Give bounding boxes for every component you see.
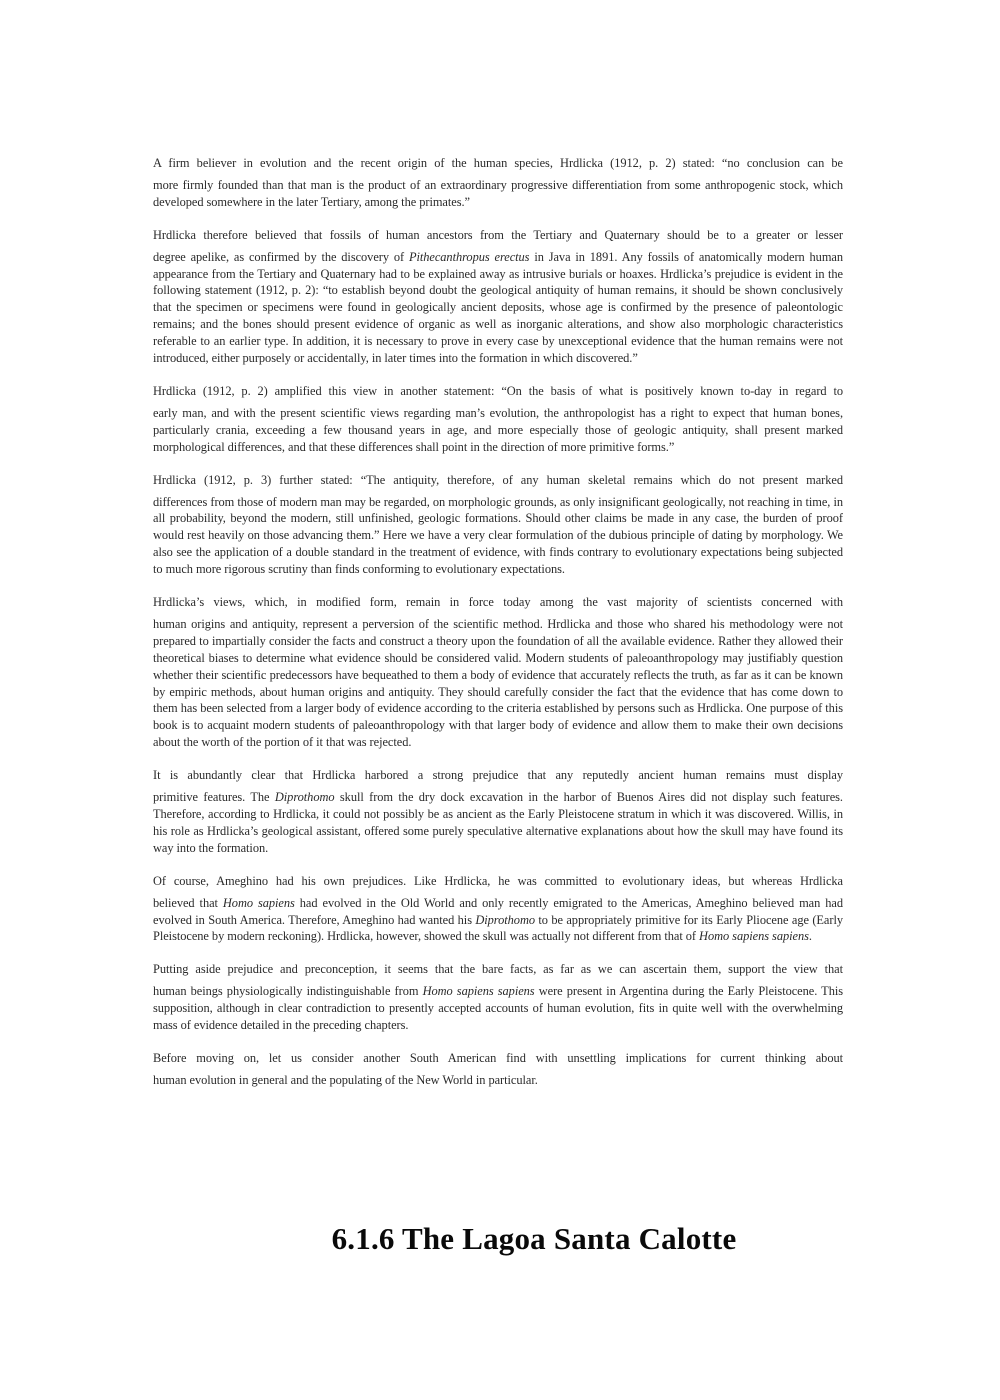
species-name-italic: Pithecanthropus erectus bbox=[408, 249, 530, 264]
paragraph-first-line: Hrdlicka (1912, p. 2) amplified this view in another statement: “On the basis of what is positively known to-day in regard to bbox=[153, 383, 843, 398]
paragraph-text: human evolution in general and the populating of the New World in particular. bbox=[153, 1072, 538, 1087]
paragraph-first-line: Hrdlicka (1912, p. 3) further stated: “The antiquity, therefore, of any human skeletal remains which do not present marked bbox=[153, 472, 843, 487]
paragraph-text: degree apelike, as confirmed by the discovery of bbox=[153, 249, 409, 264]
paragraph-diprothomo-skull bbox=[153, 767, 843, 857]
species-name-italic: Homo sapiens sapiens bbox=[699, 929, 809, 944]
paragraph-first-line: A firm believer in evolution and the recent origin of the human species, Hrdlicka (1912, p. 2) stated: “no conclusion can be bbox=[153, 156, 843, 170]
section-heading: 6.1.6 The Lagoa Santa Calotte bbox=[331, 1220, 737, 1256]
paragraph-ameghino-prejudices bbox=[153, 873, 843, 946]
paragraph-text: primitive features. The bbox=[153, 790, 275, 805]
paragraph-text: were present in Argentina during the Early Pleistocene. This supposition, although in clear contradiction to presently accepted accounts of human evolution, fits in quite well with the overwhelming mass of evidence detailed in the preceding chapters. bbox=[153, 984, 844, 1033]
paragraph-first-line: Hrdlicka therefore believed that fossils of human ancestors from the Tertiary and Quaternary should be to a greater or lesser bbox=[153, 227, 843, 242]
paragraph-first-line: It is abundantly clear that Hrdlicka harbored a strong prejudice that any reputedly ancient human remains must display bbox=[153, 768, 843, 783]
paragraph-amplified-view bbox=[153, 383, 843, 456]
paragraph-first-line: Before moving on, let us consider another South American find with unsettling implications for current thinking about bbox=[153, 1050, 843, 1065]
species-name-italic: Homo sapiens bbox=[222, 895, 295, 910]
species-name-italic: Diprothomo bbox=[475, 912, 535, 927]
paragraph-apelike-fossils bbox=[153, 227, 843, 367]
paragraph-text: had evolved in the Old World and only recently emigrated to the Americas, Ameghino believed man had evolved in South America. Therefore, Ameghino had wanted his bbox=[153, 895, 843, 927]
paragraph-text: differences from those of modern man may be regarded, on morphologic grounds, as only insignificant geologically, not reaching in time, in all probability, beyond the modern, still unfinished, geologic formations. Should other claims be made in any case, the burden of proof would rest heavily on those advancing them.” Here we have a very clear formulation of the dubious principle of dating by morphology. We also see the application of a double standard in the treatment of evidence, with finds contrary to evolutionary expectations being subjected to much more rigorous scrutiny than finds conforming to evolutionary expectations. bbox=[153, 494, 843, 577]
paragraph-before-moving-on bbox=[153, 1050, 843, 1089]
paragraph-perversion-of-method bbox=[153, 594, 843, 751]
paragraph-hrdlicka-belief bbox=[153, 155, 843, 211]
paragraph-text: skull from the dry dock excavation in the harbor of Buenos Aires did not display such features. Therefore, according to Hrdlicka, it could not possibly be as ancient as the Early Pleistocene stratum in which it was discovered. Willis, in his role as Hrdlicka’s geological assistant, offered some purely speculative alternative explanations about how the skull may have found its way into the formation. bbox=[153, 790, 843, 855]
paragraph-text: human beings physiologically indistinguishable from bbox=[153, 984, 423, 999]
paragraph-first-line: Of course, Ameghino had his own prejudices. Like Hrdlicka, he was committed to evolutionary ideas, but whereas Hrdlicka bbox=[153, 873, 843, 888]
paragraph-text: . bbox=[808, 929, 812, 944]
species-name-italic: Diprothomo bbox=[274, 790, 335, 805]
paragraph-text: more firmly founded than that man is the product of an extraordinary progressive differentiation from some anthropogenic stock, which developed somewhere in the later Tertiary, among the primates.” bbox=[153, 177, 843, 209]
paragraph-text: in Java in 1891. Any fossils of anatomically modern human appearance from the Tertiary and Quaternary had to be explained away as intrusive burials or hoaxes. Hrdlicka’s prejudice is evident in the following statement (1912, p. 2): “to establish beyond doubt the geological antiquity of human remains, it should be shown conclusively that the specimen or specimens were found in geologically ancient deposits, whose age is confirmed by the presence of paleontologic remains; and the bones should present evidence of organic as well as inorganic alterations, and show also morphologic characteristics referable to an earlier type. In addition, it is necessary to prove in every case by unexceptional evidence that the human remains were not introduced, either purposely or accidentally, in later times into the formation in which discovered.” bbox=[153, 249, 843, 366]
paragraph-bare-facts bbox=[153, 961, 843, 1034]
paragraph-first-line: Putting aside prejudice and preconception, it seems that the bare facts, as far as we can ascertain them, support the view that bbox=[153, 962, 843, 977]
document-body bbox=[153, 155, 843, 1105]
paragraph-text: believed that bbox=[153, 895, 223, 910]
paragraph-text: to be appropriately primitive for its Early Pliocene age (Early Pleistocene by modern reckoning). Hrdlicka, however, showed the skull was actually not different from that of bbox=[153, 912, 843, 944]
paragraph-text: human origins and antiquity, represent a perversion of the scientific method. Hrdlicka and those who shared his methodology were not prepared to impartially consider the facts and construct a theory upon the foundation of all the available evidence. Rather they allowed their theoretical biases to determine what evidence should be considered valid. Modern students of paleoanthropology may justifiably question whether their scientific predecessors have bequeathed to them a body of evidence that accurately reflects the truth, as far as it can be known by empiric methods, about human origins and antiquity. They should carefully consider the fact that the evidence that has come down to them has been selected from a larger body of evidence according to the criteria established by persons such as Hrdlicka. One purpose of this book is to acquaint modern students of paleoanthropology with that larger body of evidence and allow them to make their own decisions about the worth of the portion of it that was rejected. bbox=[153, 616, 843, 750]
paragraph-first-line: Hrdlicka’s views, which, in modified form, remain in force today among the vast majority of scientists concerned with bbox=[153, 595, 843, 610]
paragraph-text: early man, and with the present scientific views regarding man’s evolution, the anthropologist has a right to expect that human bones, particularly crania, exceeding a few thousand years in age, and more especially those of geologic antiquity, shall present marked morphological differences, and that these differences shall point in the direction of more primitive forms.” bbox=[153, 405, 843, 454]
species-name-italic: Homo sapiens sapiens bbox=[422, 984, 535, 999]
paragraph-dating-by-morphology bbox=[153, 472, 843, 578]
